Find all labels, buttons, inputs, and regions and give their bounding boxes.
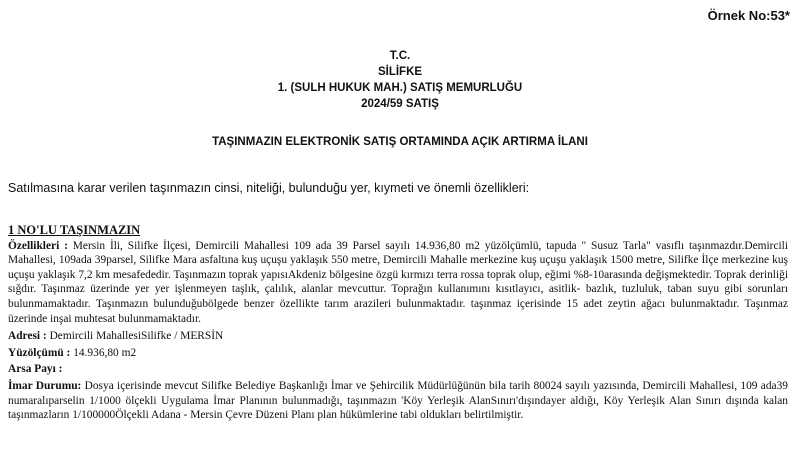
intro-text: Satılmasına karar verilen taşınmazın cinsi, niteliği, bulunduğu yer, kıymeti ve önemli özellikleri: [8,181,530,195]
features-text: Mersin İli, Silifke İlçesi, Demircili Mahallesi 109 ada 39 Parsel sayılı 14.936,80 m2 yüzölçümlü, tapuda " Susuz Tarla" vasıflı taşınmazdır.Demircili Mahallesi, 109ada 39parsel, Silifke Mara asfaltına kuş uçuşu yaklaşık 550 metre, Demircili Mahalle merkezine kuş uçuşu yaklaşık 1500 metre, Silifke İlçe merkezine kuş uçuşu yaklaşık 7,2 km mesafededir. Taşınmazın toprak yapısıAkdeniz bölgesine özgü kırmızı terra rossa toprak olup, eğimi %8-10arasında değişmektedir. Toprak derinliği sığdır. Taşınmaz üzerinde yer yer işlenmeyen taşlık, çalılık, alanlar mevcuttur. Toprağın kullanımını kısıtlayıcı, asitlik- bazlık, tuzluluk, taban suyu gibi sorunları bulunmamaktadır. Taşınmazın bulunduğubölgede benzer özellikte tarım arazileri bulunmaktadır. taşınmaz içerisinde 15 adet zeytin ağacı bulunmaktadır. Taşınmaz üzerinde inşai muhtesat bulunmamaktadır. [8,239,788,325]
zoning-paragraph [8,379,788,423]
area-row [8,346,788,361]
address-label: Adresi : [8,330,47,343]
address-value: Demircili MahallesiSilifke / MERSİN [46,330,224,343]
notice-title: TAŞINMAZIN ELEKTRONİK SATIŞ ORTAMINDA AÇIK ARTIRMA İLANI [212,136,588,148]
area-value: 14.936,80 m2 [70,346,137,359]
document-header [0,48,800,112]
area-label: Yüzölçümü : [8,346,71,359]
property-section [8,223,788,426]
header-line-office: 1. (SULH HUKUK MAH.) SATIŞ MEMURLUĞU [277,82,523,94]
zoning-label: İmar Durumu: [8,379,82,392]
property-title: 1 NO'LU TAŞINMAZIN [8,223,141,237]
address-row [8,329,788,344]
features-paragraph [8,239,788,327]
header-line-district: SİLİFKE [377,66,423,78]
example-number: Örnek No:53* [707,8,790,23]
zoning-text: Dosya içerisinde mevcut Silifke Belediye Başkanlığı İmar ve Şehircilik Müdürlüğünün bila tarih 80024 sayılı yazısında, Demircili Mahallesi, 109 ada39 numaralıparselin 1/1000 ölçekli Uygulama İmar Planının bulunmadığı, taşınmazın 'Köy Yerleşik AlanSınırı'dışındayer aldığı, Köy Yerleşik Alan Sınırı dışında kalan taşınmazların 1/100000Ölçekli Adana - Mersin Çevre Düzeni Planı plan hükümlerine tabi oldukları belirtilmiştir. [8,379,788,422]
share-row [8,362,788,377]
share-label: Arsa Payı : [8,363,63,376]
header-line-tc: T.C. [389,50,411,62]
features-label: Özellikleri : [8,239,68,252]
header-line-case-number: 2024/59 SATIŞ [361,98,439,110]
